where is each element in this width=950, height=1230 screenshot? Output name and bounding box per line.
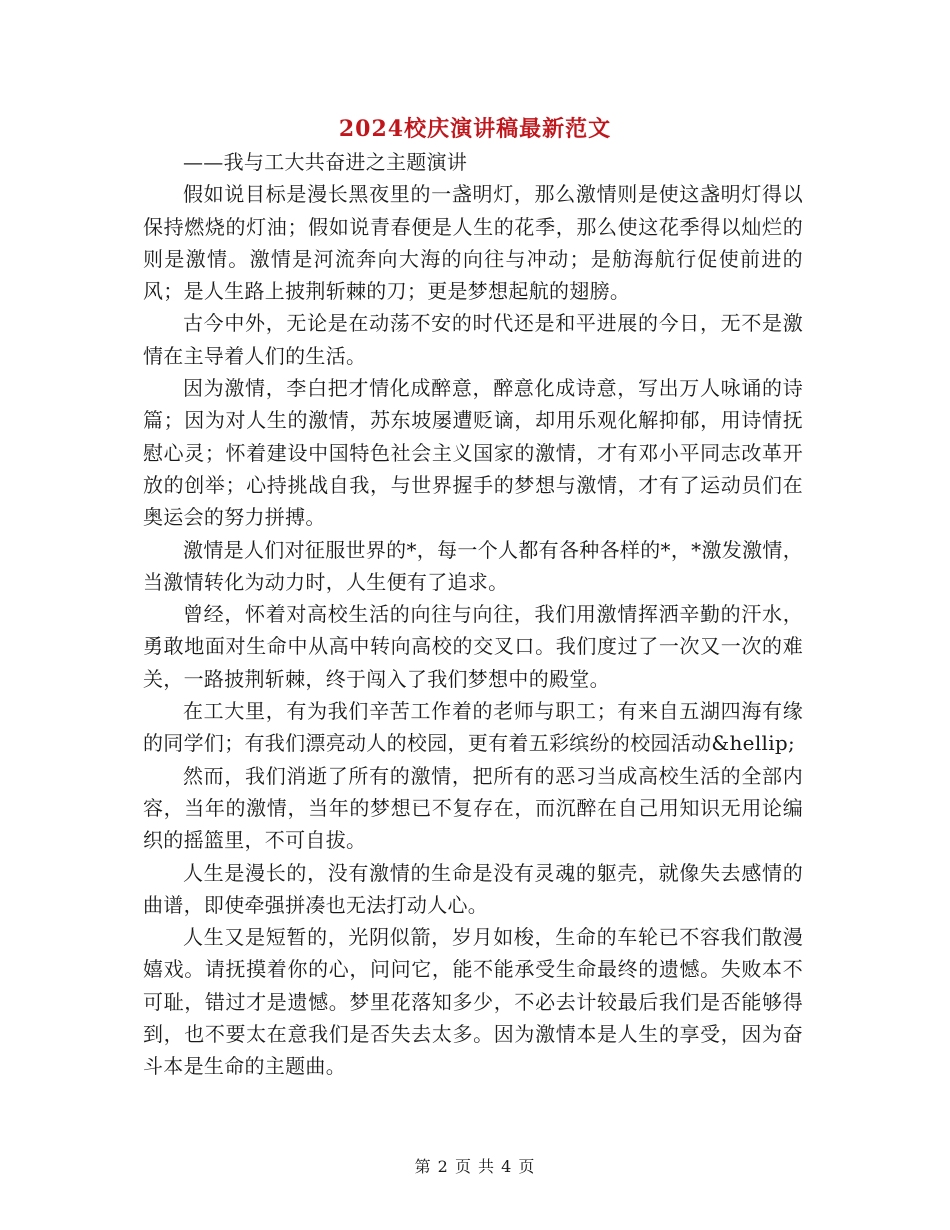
page-footer	[0, 1154, 950, 1177]
paragraph: 曾经，怀着对高校生活的向往与向往，我们用激情挥洒辛勤的汗水，勇敢地面对生命中从高中转向高校的交叉口。我们度过了一次又一次的难关，一路披荆斩棘，终于闯入了我们梦想中的殿堂。	[143, 602, 803, 691]
paragraph: 假如说目标是漫长黑夜里的一盏明灯，那么激情则是使这盏明灯得以保持燃烧的灯油；假如说青春便是人生的花季，那么使这花季得以灿烂的则是激情。激情是河流奔向大海的向往与冲动；是舫海航行促使前进的风；是人生路上披荆斩棘的刀；更是梦想起航的翅膀。	[143, 182, 803, 304]
paragraph: 在工大里，有为我们辛苦工作着的老师与职工；有来自五湖四海有缘的同学们；有我们漂亮动人的校园，更有着五彩缤纷的校园活动&hellip;	[143, 699, 803, 756]
document-subtitle: ——我与工大共奋进之主题演讲	[183, 150, 468, 174]
paragraph: 因为激情，李白把才情化成醉意，醉意化成诗意，写出万人咏诵的诗篇；因为对人生的激情，苏东坡屡遭贬谪，却用乐观化解抑郁，用诗情抚慰心灵；怀着建设中国特色社会主义国家的激情，才有邓小平同志改革开放的创举；心持挑战自我，与世界握手的梦想与激情，才有了运动员们在奥运会的努力拼搏。	[143, 376, 803, 530]
document-title: 2024校庆演讲稿最新范文	[338, 116, 612, 142]
paragraph: 然而，我们消逝了所有的激情，把所有的恶习当成高校生活的全部内容，当年的激情，当年的梦想已不复存在，而沉醉在自己用知识无用论编织的摇篮里，不可自拔。	[143, 763, 803, 853]
page-number-label: 第 2 页 共 4 页	[414, 1157, 536, 1176]
paragraph: 激情是人们对征服世界的*，每一个人都有各种各样的*，*激发激情，当激情转化为动力时，人生便有了追求。	[143, 537, 803, 594]
document-body	[143, 146, 803, 1083]
paragraph: 古今中外，无论是在动荡不安的时代还是和平进展的今日，无不是激情在主导着人们的生活。	[143, 311, 803, 368]
paragraph: 人生又是短暂的，光阴似箭，岁月如梭，生命的车轮已不容我们散漫嬉戏。请抚摸着你的心，问问它，能不能承受生命最终的遗憾。失败本不可耻，错过才是遗憾。梦里花落知多少，不必去计较最后我们是否能够得到，也不要太在意我们是否失去太多。因为激情本是人生的享受，因为奋斗本是生命的主题曲。	[143, 925, 803, 1079]
paragraph: 人生是漫长的，没有激情的生命是没有灵魂的躯壳，就像失去感情的曲谱，即使牵强拼凑也无法打动人心。	[143, 860, 803, 917]
